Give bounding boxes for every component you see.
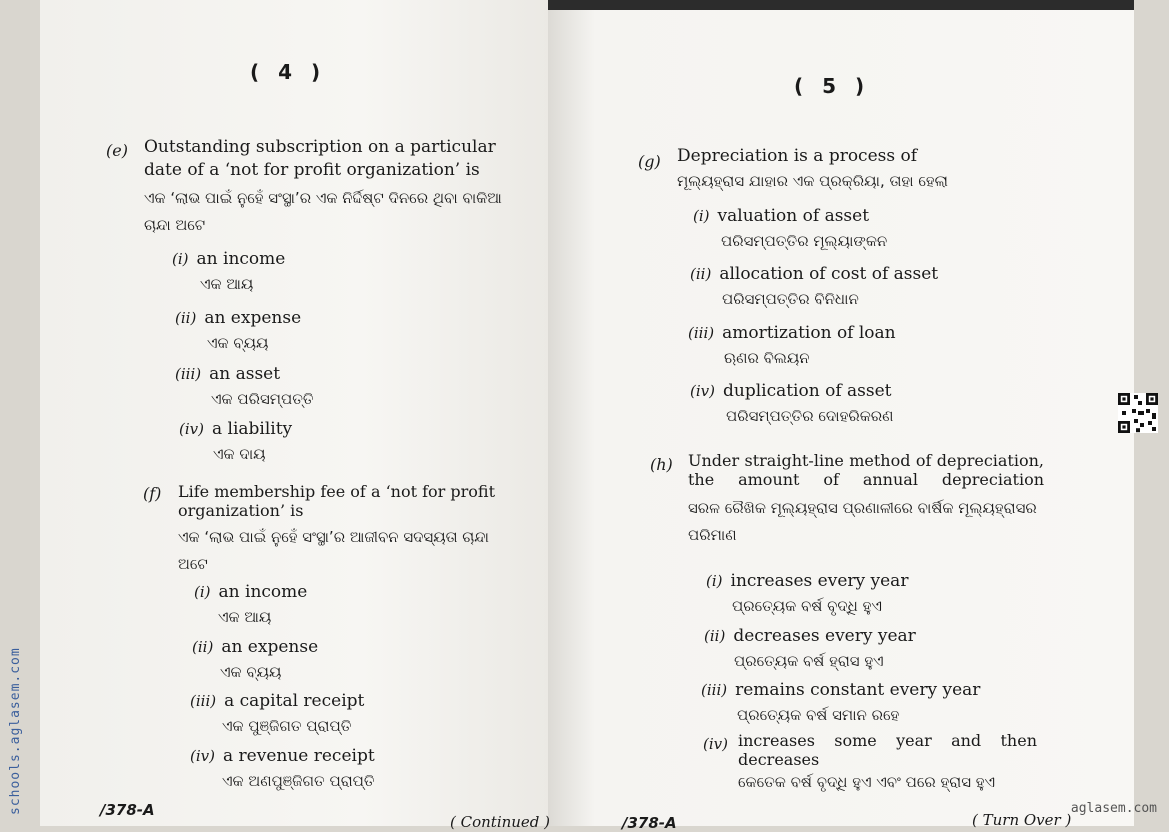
- option-odia: ପରିସମ୍ପତ୍ତିର ବିନିଧାନ: [722, 290, 859, 308]
- question-e-english: Outstanding subscription on a particular date of a ‘not for profit organization’ is: [144, 137, 496, 180]
- scan-edge: [548, 0, 1134, 10]
- footer-note-left: ( Continued ): [450, 813, 551, 831]
- option-odia: ଏକ ବ୍ୟୟ: [207, 334, 269, 352]
- option-f-iv: [190, 745, 375, 795]
- option-odia: କେତେକ ବର୍ଷ ବୃଦ୍ଧି ହୁଏ ଏବଂ ପରେ ହ୍ରାସ ହୁଏ: [738, 773, 996, 791]
- option-number: (i): [194, 583, 211, 601]
- question-g-odia: ମୂଲ୍ୟହ୍ରାସ ଯାହାର ଏକ ପ୍ରକ୍ରିୟା, ତାହା ହେଲା: [677, 172, 948, 190]
- option-number: (i): [706, 572, 723, 590]
- qr-code-icon: [1118, 393, 1158, 433]
- question-e-odia: ଏକ ‘ଲାଭ ପାଇଁ ନୁହେଁ ସଂସ୍ଥା’ର ଏକ ନିର୍ଦ୍ଦିଷ୍ଟ ଦିନରେ ଥିବା ବାକିଆ ଚାନ୍ଦା ଅଟେ: [144, 189, 502, 234]
- option-odia: ଏକ ଦାୟ: [213, 445, 266, 463]
- option-h-ii: [704, 625, 916, 675]
- option-english: remains constant every year: [735, 680, 981, 700]
- option-e-iv: [179, 418, 292, 468]
- option-f-i: [194, 581, 307, 631]
- option-english: an asset: [209, 364, 281, 384]
- option-english: a revenue receipt: [222, 746, 375, 766]
- question-h: [688, 451, 1044, 549]
- question-h-english: Under straight-line method of depreciation, the amount of annual depreciation: [688, 451, 1044, 489]
- option-english: an expense: [221, 637, 319, 657]
- option-english: an expense: [204, 308, 302, 328]
- option-english: an income: [196, 249, 286, 269]
- footer-code-left: /378-A: [100, 801, 155, 819]
- option-g-ii: [690, 263, 938, 313]
- question-label-h: (h): [650, 455, 673, 474]
- option-odia: ପ୍ରତ୍ୟେକ ବର୍ଷ ବୃଦ୍ଧି ହୁଏ: [732, 597, 882, 615]
- option-english: amortization of loan: [722, 323, 896, 343]
- option-h-iv: [703, 731, 1037, 796]
- question-f-odia: ଏକ ‘ଲାଭ ପାଇଁ ନୁହେଁ ସଂସ୍ଥା’ର ଆଜୀବନ ସଦସ୍ୟତା ଚାନ୍ଦା ଅଟେ: [178, 528, 489, 573]
- option-number: (ii): [192, 638, 214, 656]
- option-odia: ଏକ ବ୍ୟୟ: [220, 663, 282, 681]
- option-english: decreases every year: [733, 626, 916, 646]
- question-g-english: Depreciation is a process of: [677, 146, 918, 166]
- option-number: (iv): [690, 382, 715, 400]
- option-number: (iii): [175, 365, 202, 383]
- option-odia: ଏକ ଅଣପୁଞ୍ଜିଗତ ପ୍ରାପ୍ତି: [222, 772, 375, 790]
- option-odia: ଏକ ପରିସମ୍ପତ୍ତି: [211, 390, 314, 408]
- option-odia: ଏକ ଆୟ: [200, 275, 254, 293]
- question-g: [677, 145, 1037, 195]
- option-g-iv: [690, 380, 894, 430]
- option-english: a liability: [211, 419, 293, 439]
- option-number: (ii): [175, 309, 197, 327]
- option-english: allocation of cost of asset: [719, 264, 939, 284]
- question-f-english: Life membership fee of a ‘not for profit organization’ is: [178, 482, 496, 520]
- option-number: (iv): [703, 735, 728, 753]
- page-number-left: ( 4 ): [250, 60, 327, 84]
- option-number: (i): [693, 207, 710, 225]
- question-label-f: (f): [143, 484, 162, 503]
- question-e: [144, 136, 514, 239]
- option-english: an income: [218, 582, 308, 602]
- option-odia: ପରିସମ୍ପତ୍ତିର ମୂଲ୍ୟାଙ୍କନ: [721, 232, 888, 250]
- option-odia: ଋଣର ବିଲୟନ: [724, 349, 810, 367]
- option-g-iii: [688, 322, 896, 372]
- option-english: valuation of asset: [717, 206, 870, 226]
- option-h-i: [706, 570, 908, 620]
- option-e-i: [172, 248, 285, 298]
- option-e-ii: [175, 307, 301, 357]
- option-f-iii: [190, 690, 364, 740]
- question-h-odia: ସରଳ ରୈଖିକ ମୂଲ୍ୟହ୍ରାସ ପ୍ରଣାଳୀରେ ବାର୍ଷିକ ମୂଲ୍ୟହ୍ରାସର ପରିମାଣ: [688, 499, 1037, 544]
- option-english: a capital receipt: [224, 691, 365, 711]
- option-e-iii: [175, 363, 314, 413]
- option-number: (ii): [704, 627, 726, 645]
- option-odia: ପ୍ରତ୍ୟେକ ବର୍ଷ ହ୍ରାସ ହୁଏ: [734, 652, 884, 670]
- footer-note-right: ( Turn Over ): [972, 811, 1072, 829]
- option-odia: ଏକ ପୁଞ୍ଜିଗତ ପ୍ରାପ୍ତି: [222, 717, 352, 735]
- option-f-ii: [192, 636, 318, 686]
- option-odia: ପରିସମ୍ପତ୍ତିର ଦୋହରିକରଣ: [726, 407, 894, 425]
- option-g-i: [693, 205, 887, 255]
- option-number: (ii): [690, 265, 712, 283]
- option-number: (iv): [190, 747, 215, 765]
- question-label-e: (e): [106, 141, 128, 160]
- option-number: (iii): [701, 681, 728, 699]
- option-number: (iii): [190, 692, 217, 710]
- option-number: (iv): [179, 420, 204, 438]
- option-odia: ପ୍ରତ୍ୟେକ ବର୍ଷ ସମାନ ରହେ: [737, 706, 900, 724]
- page-number-right: ( 5 ): [794, 74, 871, 98]
- question-f: [178, 482, 518, 578]
- option-number: (iii): [688, 324, 715, 342]
- bottom-right-watermark: aglasem.com: [1070, 801, 1157, 816]
- option-english: increases every year: [730, 571, 909, 591]
- footer-code-right: /378-A: [622, 814, 677, 832]
- option-number: (i): [172, 250, 189, 268]
- option-h-iii: [701, 679, 980, 729]
- option-english: increases some year and then decreases: [738, 731, 1037, 769]
- question-label-g: (g): [638, 152, 661, 171]
- option-odia: ଏକ ଆୟ: [218, 608, 272, 626]
- option-english: duplication of asset: [722, 381, 892, 401]
- side-watermark: schools.aglasem.com: [8, 647, 23, 815]
